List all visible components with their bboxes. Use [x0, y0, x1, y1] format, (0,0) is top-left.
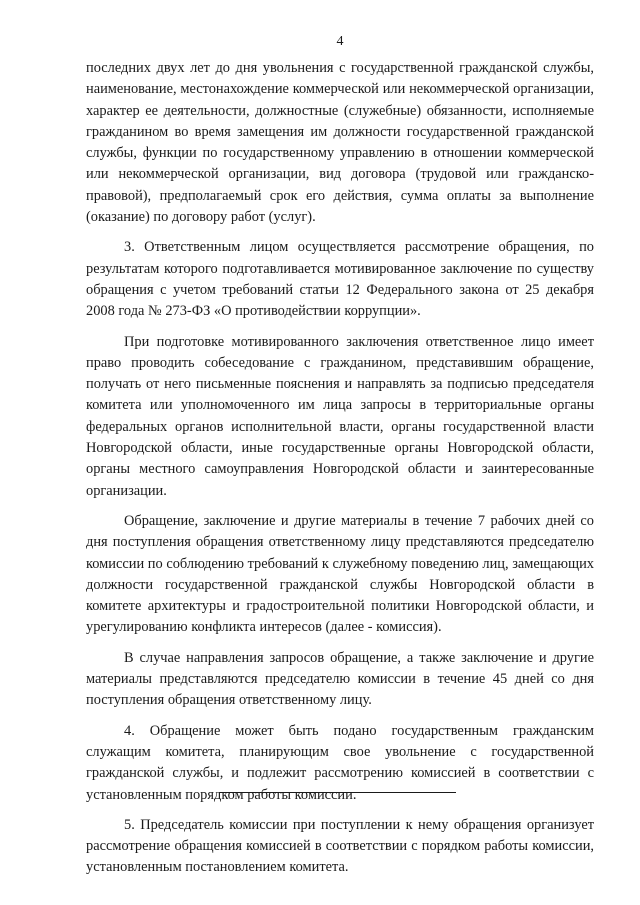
paragraph-continuation: последних двух лет до дня увольнения с государственной гражданской службы, наименование, местонахождение коммерческой или некоммерческой организации, характер ее деятельности, должностные (служебные) обязанности, исполняемые гражданином во время замещения им должности государственной гражданской службы, функции по государственному управлению в отношении коммерческой или некоммерческой организации, вид договора (трудовой или гражданско-правовой), предполагаемый срок его действия, сумма оплаты за выполнение (оказание) по договору работ (услуг).	[86, 60, 594, 226]
paragraph-requests-deadline: В случае направления запросов обращение, а также заключение и другие материалы представляются председателю комиссии в течение 45 дней со дня поступления обращения ответственному лицу.	[86, 649, 594, 709]
document-body	[86, 58, 594, 888]
paragraph-interview-rights: При подготовке мотивированного заключения ответственное лицо имеет право проводить собеседование с гражданином, представившим обращение, получать от него письменные пояснения и направлять за подписью председателя комитета или уполномоченного им лица запросы в территориальные органы федеральных органов исполнительной власти, органы государственной власти Новгородской области, иные государственные органы Новгородской области, органы местного самоуправления Новгородской области и заинтересованные организации.	[86, 333, 594, 499]
paragraph-item-5: 5. Председатель комиссии при поступлении к нему обращения организует рассмотрение обращения комиссией в соответствии с порядком работы комиссии, установленным постановлением комитета.	[86, 816, 594, 876]
page-number: 4	[336, 34, 344, 49]
paragraph-submission-deadline: Обращение, заключение и другие материалы в течение 7 рабочих дней со дня поступления обращения ответственному лицу представляются председателю комиссии по соблюдению требований к служебному поведению лиц, замещающих должности государственной гражданской службы Новгородской области в комитете архитектуры и градостроительной политики Новгородской области, и урегулированию конфликта интересов (далее - комиссия).	[86, 512, 594, 636]
paragraph-item-4: 4. Обращение может быть подано государственным гражданским служащим комитета, планирующим свое увольнение с государственной гражданской службы, и подлежит рассмотрению комиссией в соответствии с установленным порядком работы комиссии.	[86, 722, 594, 803]
paragraph-item-3: 3. Ответственным лицом осуществляется рассмотрение обращения, по результатам которого подготавливается мотивированное заключение по существу обращения с учетом требований статьи 12 Федерального закона от 25 декабря 2008 года № 273-ФЗ «О противодействии коррупции».	[86, 239, 594, 320]
end-of-text-divider	[220, 792, 456, 793]
